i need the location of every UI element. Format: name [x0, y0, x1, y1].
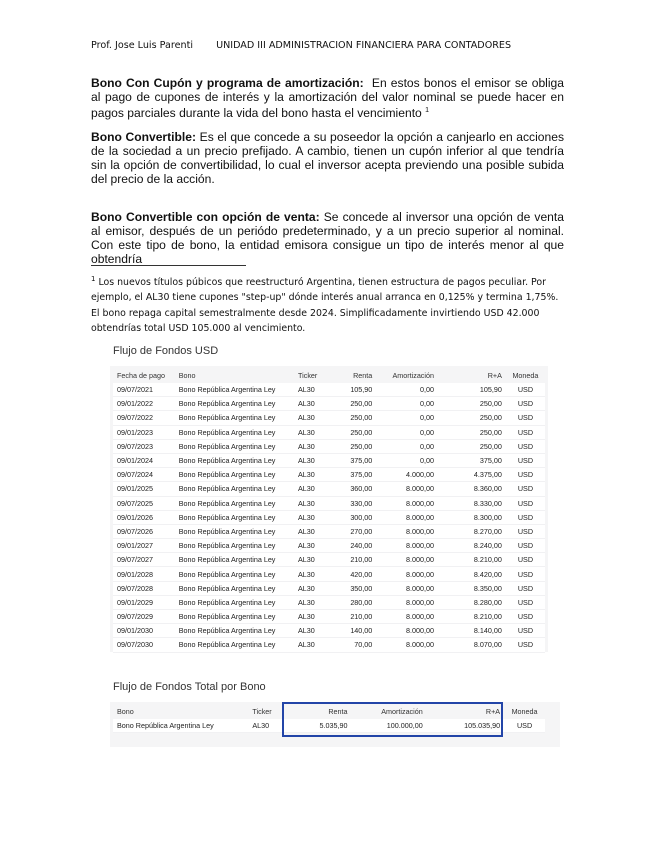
- table-cell: USD: [506, 524, 545, 538]
- table-cell: USD: [506, 510, 545, 524]
- column-header: Fecha de pago: [117, 371, 165, 380]
- table-cell: Bono República Argentina Ley: [175, 383, 294, 397]
- table-cell: Bono República Argentina Ley: [113, 719, 248, 733]
- table-cell: Bono República Argentina Ley: [175, 496, 294, 510]
- column-header: Ticker: [252, 707, 272, 716]
- table-cell: 250,00: [329, 397, 376, 411]
- section-text: Es el que concede a su poseedor la opción a canjearlo en acciones de la sociedad a un precio prefijado. A cambio, tienen un cupón inferior al que tendría sin la opción de convertibilidad, lo cual el inversor acepta previendo una posible subida del precio de la acción.: [91, 130, 565, 186]
- table-cell: USD: [506, 553, 545, 567]
- table-cell: 210,00: [329, 553, 376, 567]
- table-cell: 09/07/2022: [113, 411, 175, 425]
- totals-highlight-box: [282, 702, 503, 737]
- table-cell: Bono República Argentina Ley: [175, 425, 294, 439]
- table-cell: 5.035,90: [294, 719, 352, 733]
- table-cell: 09/07/2029: [113, 610, 175, 624]
- table-cell: AL30: [248, 719, 293, 733]
- table-cell: 0,00: [376, 425, 438, 439]
- column-header: Bono: [117, 707, 134, 716]
- table-cell: Bono República Argentina Ley: [175, 638, 294, 652]
- table-cell: AL30: [294, 553, 329, 567]
- table-cell: 4.000,00: [376, 468, 438, 482]
- table-cell: 8.000,00: [376, 624, 438, 638]
- table-cell: AL30: [294, 383, 329, 397]
- footnote: [91, 272, 561, 336]
- table-cell: USD: [506, 411, 545, 425]
- table-cell: 0,00: [376, 453, 438, 467]
- table-cell: AL30: [294, 567, 329, 581]
- table-row: [113, 524, 545, 538]
- table-cell: 09/07/2026: [113, 524, 175, 538]
- table-row: [113, 567, 545, 581]
- table-cell: 375,00: [438, 453, 506, 467]
- table-cell: 8.000,00: [376, 539, 438, 553]
- table-cell: AL30: [294, 595, 329, 609]
- table-cell: 8.300,00: [438, 510, 506, 524]
- table-cell: 250,00: [329, 425, 376, 439]
- table-cell: 8.000,00: [376, 496, 438, 510]
- column-header: Amortización: [392, 371, 434, 380]
- table-cell: USD: [506, 595, 545, 609]
- table-cell: 8.000,00: [376, 638, 438, 652]
- table-row: [113, 581, 545, 595]
- table-cell: 8.000,00: [376, 482, 438, 496]
- table-cell: 375,00: [329, 453, 376, 467]
- table-cell: Bono República Argentina Ley: [175, 553, 294, 567]
- table-cell: 300,00: [329, 510, 376, 524]
- table-cell: 09/01/2026: [113, 510, 175, 524]
- footnote-ref: 1: [425, 107, 430, 114]
- table-cell: 8.210,00: [438, 553, 506, 567]
- table-cell: 0,00: [376, 439, 438, 453]
- table-cell: Bono República Argentina Ley: [175, 624, 294, 638]
- table-cell: AL30: [294, 510, 329, 524]
- table-cell: 250,00: [438, 425, 506, 439]
- table-cell: USD: [506, 439, 545, 453]
- table-cell: 70,00: [329, 638, 376, 652]
- table-cell: Bono República Argentina Ley: [175, 397, 294, 411]
- table-row: [113, 439, 545, 453]
- column-header: Moneda: [512, 371, 539, 380]
- table-cell: 0,00: [376, 397, 438, 411]
- table-row: [113, 638, 545, 652]
- table-cell: 8.420,00: [438, 567, 506, 581]
- table-cell: 09/01/2025: [113, 482, 175, 496]
- table-cell: AL30: [294, 453, 329, 467]
- column-header: Bono: [178, 371, 196, 380]
- table-cell: USD: [506, 539, 545, 553]
- table-cell: 250,00: [329, 439, 376, 453]
- table-cell: Bono República Argentina Ley: [175, 539, 294, 553]
- section-title: Bono Con Cupón y programa de amortización:: [91, 76, 364, 90]
- column-header: R+A: [485, 707, 501, 716]
- cashflow-table-body: [113, 383, 545, 652]
- table-cell: 8.000,00: [376, 581, 438, 595]
- table-cell: 09/07/2023: [113, 439, 175, 453]
- table-cell: USD: [506, 581, 545, 595]
- table-cell: 280,00: [329, 595, 376, 609]
- table-cell: 09/01/2028: [113, 567, 175, 581]
- table-cell: 09/01/2023: [113, 425, 175, 439]
- table-cell: AL30: [294, 524, 329, 538]
- table-cell: AL30: [294, 638, 329, 652]
- table-cell: 250,00: [438, 439, 506, 453]
- table-cell: USD: [506, 638, 545, 652]
- column-header: Renta: [353, 371, 373, 380]
- table-cell: 105,90: [329, 383, 376, 397]
- table-cell: 09/07/2021: [113, 383, 175, 397]
- table-cell: 375,00: [329, 468, 376, 482]
- table-cell: USD: [506, 425, 545, 439]
- section-text: En estos bonos el emisor se obliga al pago de cupones de interés y la amortización del valor nominal se puede hacer en pagos parciales durante la vida del bono hasta el vencimiento: [91, 76, 564, 121]
- table-cell: AL30: [294, 496, 329, 510]
- table-cell: 09/07/2028: [113, 581, 175, 595]
- table-row: [113, 383, 545, 397]
- column-header: Moneda: [511, 707, 538, 716]
- table-cell: AL30: [294, 468, 329, 482]
- table-row: [113, 595, 545, 609]
- table-cell: USD: [506, 610, 545, 624]
- table-row: [113, 397, 545, 411]
- table-cell: AL30: [294, 425, 329, 439]
- table-row: [113, 624, 545, 638]
- page-header: [91, 40, 511, 51]
- table-cell: Bono República Argentina Ley: [175, 411, 294, 425]
- table-cell: 8.000,00: [376, 595, 438, 609]
- table-cell: 4.375,00: [438, 468, 506, 482]
- table-cell: 8.070,00: [438, 638, 506, 652]
- table-cell: Bono República Argentina Ley: [175, 439, 294, 453]
- cashflow-table-title: Flujo de Fondos USD: [113, 345, 219, 357]
- table-cell: Bono República Argentina Ley: [175, 581, 294, 595]
- table-cell: 09/01/2024: [113, 453, 175, 467]
- table-cell: 8.000,00: [376, 553, 438, 567]
- table-row: [113, 482, 545, 496]
- table-row: [113, 610, 545, 624]
- table-cell: Bono República Argentina Ley: [175, 524, 294, 538]
- column-header: Ticker: [298, 371, 318, 380]
- table-cell: 8.140,00: [438, 624, 506, 638]
- table-cell: Bono República Argentina Ley: [175, 610, 294, 624]
- section-bono-cupon: [91, 76, 564, 120]
- total-table-title: Flujo de Fondos Total por Bono: [113, 681, 266, 693]
- table-cell: 8.360,00: [438, 482, 506, 496]
- table-cell: Bono República Argentina Ley: [175, 510, 294, 524]
- table-cell: USD: [506, 383, 545, 397]
- table-row: [113, 453, 545, 467]
- table-cell: Bono República Argentina Ley: [175, 453, 294, 467]
- header-professor: Prof. Jose Luis Parenti: [91, 40, 193, 51]
- table-cell: 140,00: [329, 624, 376, 638]
- table-row: [113, 468, 545, 482]
- table-cell: 105.035,90: [427, 719, 504, 733]
- table-cell: 09/01/2030: [113, 624, 175, 638]
- table-cell: 360,00: [329, 482, 376, 496]
- table-cell: Bono República Argentina Ley: [175, 567, 294, 581]
- table-cell: USD: [506, 482, 545, 496]
- table-cell: USD: [506, 624, 545, 638]
- section-title: Bono Convertible:: [91, 130, 197, 144]
- table-cell: 8.000,00: [376, 524, 438, 538]
- column-header: R+A: [487, 371, 502, 380]
- table-cell: 8.330,00: [438, 496, 506, 510]
- table-cell: 09/07/2027: [113, 553, 175, 567]
- table-cell: 8.270,00: [438, 524, 506, 538]
- footnote-number: 1: [91, 275, 96, 283]
- table-row: [113, 553, 545, 567]
- table-cell: AL30: [294, 624, 329, 638]
- section-bono-convertible-venta: [91, 210, 564, 266]
- table-cell: 09/07/2024: [113, 468, 175, 482]
- table-cell: AL30: [294, 539, 329, 553]
- table-cell: USD: [506, 496, 545, 510]
- table-cell: 8.240,00: [438, 539, 506, 553]
- table-cell: Bono República Argentina Ley: [175, 595, 294, 609]
- table-cell: AL30: [294, 581, 329, 595]
- table-cell: 250,00: [438, 411, 506, 425]
- column-header: Amortización: [381, 707, 423, 716]
- table-cell: Bono República Argentina Ley: [175, 482, 294, 496]
- table-cell: USD: [506, 468, 545, 482]
- table-cell: 0,00: [376, 383, 438, 397]
- table-cell: 09/01/2022: [113, 397, 175, 411]
- table-cell: Bono República Argentina Ley: [175, 468, 294, 482]
- table-cell: 350,00: [329, 581, 376, 595]
- table-cell: 210,00: [329, 610, 376, 624]
- table-cell: AL30: [294, 610, 329, 624]
- table-cell: 8.350,00: [438, 581, 506, 595]
- table-cell: 8.000,00: [376, 510, 438, 524]
- table-cell: USD: [504, 719, 545, 733]
- table-cell: USD: [506, 567, 545, 581]
- footnote-text: Los nuevos títulos púbicos que reestructuró Argentina, tienen estructura de pagos peculiar. Por ejemplo, el AL30 tiene cupones "step-up" dónde interés anual arranca en 0,125% y termina 1,75%. El bono repaga capital semestralmente desde 2024. Simplificadamente invirtiendo USD 42.000 obtendrías total USD 105.000 al vencimiento.: [91, 277, 559, 335]
- table-cell: AL30: [294, 482, 329, 496]
- table-cell: 240,00: [329, 539, 376, 553]
- header-unit: UNIDAD III ADMINISTRACION FINANCIERA PARA CONTADORES: [216, 40, 512, 51]
- table-row: [113, 539, 545, 553]
- section-text: Se concede al inversor una opción de venta al emisor, después de un periódo predeterminado, y a un precio superior al nominal. Con este tipo de bono, la entidad emisora consigue un tipo de interés menor al que obtendría: [91, 210, 564, 266]
- table-header-row: [113, 368, 545, 383]
- table-cell: 8.000,00: [376, 567, 438, 581]
- table-row: [113, 411, 545, 425]
- table-cell: 09/01/2027: [113, 539, 175, 553]
- table-cell: AL30: [294, 439, 329, 453]
- table-cell: 09/01/2029: [113, 595, 175, 609]
- section-title: Bono Convertible con opción de venta:: [91, 210, 320, 224]
- table-cell: AL30: [294, 411, 329, 425]
- footnote-divider: [91, 265, 246, 266]
- table-cell: 105,90: [438, 383, 506, 397]
- table-row: [113, 496, 545, 510]
- cashflow-table: [113, 368, 545, 653]
- table-cell: USD: [506, 453, 545, 467]
- table-cell: USD: [506, 397, 545, 411]
- table-cell: 270,00: [329, 524, 376, 538]
- table-cell: 09/07/2025: [113, 496, 175, 510]
- table-cell: AL30: [294, 397, 329, 411]
- column-header: Renta: [328, 707, 348, 716]
- table-cell: 420,00: [329, 567, 376, 581]
- table-cell: 8.280,00: [438, 595, 506, 609]
- table-cell: 100.000,00: [352, 719, 427, 733]
- table-cell: 250,00: [438, 397, 506, 411]
- table-cell: 09/07/2030: [113, 638, 175, 652]
- table-cell: 8.210,00: [438, 610, 506, 624]
- table-cell: 8.000,00: [376, 610, 438, 624]
- table-cell: 0,00: [376, 411, 438, 425]
- table-row: [113, 510, 545, 524]
- section-bono-convertible: [91, 130, 564, 186]
- table-cell: 250,00: [329, 411, 376, 425]
- table-row: [113, 425, 545, 439]
- table-cell: 330,00: [329, 496, 376, 510]
